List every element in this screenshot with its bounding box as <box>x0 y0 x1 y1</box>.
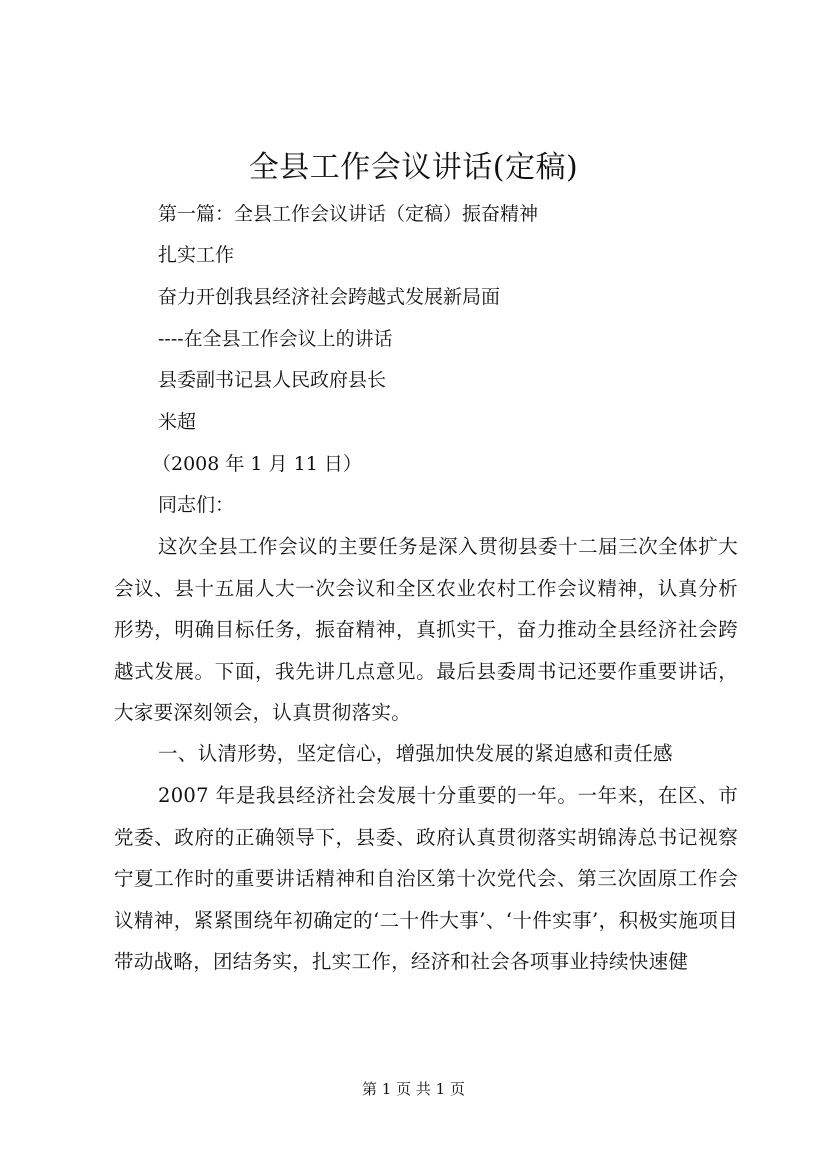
header-line-speaker-title: 县委副书记县人民政府县长 <box>158 369 387 391</box>
document-title: 全县工作会议讲话(定稿) <box>248 150 579 185</box>
header-line-occasion: ----在全县工作会议上的讲话 <box>158 328 393 350</box>
page-footer: 第 1 页 共 1 页 <box>362 1080 465 1098</box>
header-line-salutation: 同志们： <box>158 494 235 516</box>
header-line-speaker-name: 米超 <box>158 411 197 433</box>
header-line-subtitle-1: 扎实工作 <box>158 244 235 266</box>
paragraph-review: 2007 年是我县经济社会发展十分重要的一年。一年来，在区、市党委、政府的正确领导下，县委、政府认真贯彻落实胡锦涛总书记视察宁夏工作时的重要讲话精神和自治区第十次党代会、第三次固原工作会议精神，紧紧围绕年初确定的‘二十件大事’、‘十件实事’，积极实施项目带动战略，团结务实，扎实工作，经济和社会各项事业持续快速健 <box>114 784 738 973</box>
paragraph-intro: 这次全县工作会议的主要任务是深入贯彻县委十二届三次全体扩大会议、县十五届人大一次会议和全区农业农村工作会议精神，认真分析形势，明确目标任务，振奋精神，真抓实干，奋力推动全县经济社会跨越式发展。下面，我先讲几点意见。最后县委周书记还要作重要讲话，大家要深刻领会，认真贯彻落实。 <box>114 535 738 724</box>
section-heading: 一、认清形势，坚定信心，增强加快发展的紧迫感和责任感 <box>158 742 673 765</box>
header-line-chapter: 第一篇：全县工作会议讲话（定稿）振奋精神 <box>158 203 539 225</box>
header-line-subtitle-2: 奋力开创我县经济社会跨越式发展新局面 <box>158 286 501 308</box>
header-line-date: （2008 年 1 月 11 日） <box>152 453 362 475</box>
